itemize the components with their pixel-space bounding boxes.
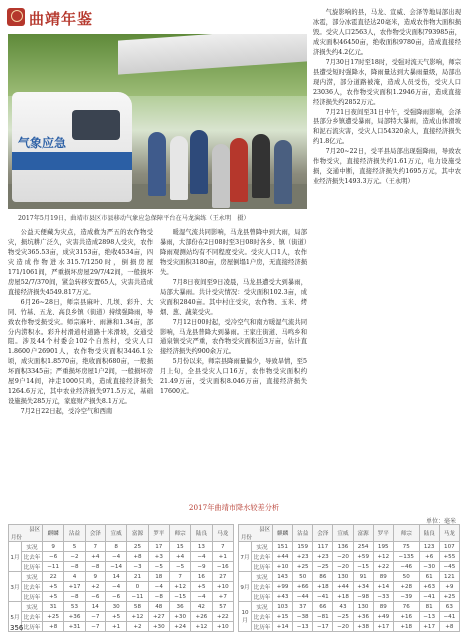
- table-cell: 107: [439, 542, 459, 552]
- row-label: 比历年: [252, 592, 273, 602]
- row-label: 比历年: [252, 562, 273, 572]
- table-cell: 5: [64, 542, 85, 552]
- table-cell: +9: [439, 582, 459, 592]
- table-cell: +7: [212, 592, 233, 602]
- table-cell: −20: [333, 562, 353, 572]
- table-cell: +2: [85, 582, 105, 592]
- table-cell: 159: [293, 542, 313, 552]
- table-cell: −135: [393, 552, 419, 562]
- table-cell: 121: [439, 572, 459, 582]
- table-cell: +44: [273, 552, 293, 562]
- table-cell: −11: [127, 592, 148, 602]
- table-cell: +25: [293, 562, 313, 572]
- table-cell: 25: [127, 542, 148, 552]
- table-cell: +26: [191, 612, 212, 622]
- table-cell: −41: [313, 592, 333, 602]
- table-cell: +22: [212, 612, 233, 622]
- table-cell: +14: [273, 622, 293, 632]
- column-header: 富源: [127, 525, 148, 542]
- table-cell: −7: [85, 612, 105, 622]
- table-cell: 89: [373, 572, 393, 582]
- table-cell: −20: [333, 622, 353, 632]
- table-cell: +66: [293, 582, 313, 592]
- row-label: 实况: [252, 602, 273, 612]
- table-cell: −45: [439, 562, 459, 572]
- table-cell: −46: [393, 562, 419, 572]
- table-cell: −38: [293, 612, 313, 622]
- table-cell: +3: [148, 552, 169, 562]
- table-cell: −8: [148, 592, 169, 602]
- table-cell: −20: [333, 552, 353, 562]
- month-cell: 3月: [9, 572, 22, 602]
- column-header: 会泽: [313, 525, 333, 542]
- table-cell: 103: [273, 602, 293, 612]
- column-header: 会泽: [85, 525, 105, 542]
- section-title: 曲靖年鉴: [29, 10, 94, 28]
- table-cell: +30: [148, 622, 169, 632]
- paragraph: 7月30日17时至18时，受强对流天气影响，师宗县遭受短时强降水，降雨量达到大暴雨量级，局部出现内涝，部分道路被淹，造成人员受伤，受灾人口23036人，农作物受灾面积1.2946万亩，造成直接经济损失约2852万元。: [313, 58, 461, 106]
- table-cell: 66: [313, 602, 333, 612]
- column-header: 师宗: [393, 525, 419, 542]
- table-cell: −25: [313, 562, 333, 572]
- table-cell: +4: [169, 552, 190, 562]
- paragraph: 7月8日夜间至9日凌晨，马龙县遭受大到暴雨，局部大暴雨。共计受灾情况：受灾面积102.3亩，成灾面积2840亩。其中村庄受灾，农作物、玉米、烤烟、葱、蔬菜受灾。: [160, 278, 307, 316]
- table-cell: −33: [373, 592, 393, 602]
- table-cell: 53: [64, 602, 85, 612]
- table-row: [239, 562, 460, 572]
- table-row: [9, 552, 234, 562]
- table-cell: +17: [64, 582, 85, 592]
- table-cell: 21: [127, 572, 148, 582]
- table-row: [239, 582, 460, 592]
- table-cell: −15: [169, 592, 190, 602]
- table-cell: +17: [419, 622, 439, 632]
- table-cell: 14: [85, 602, 105, 612]
- table-cell: 15: [169, 542, 190, 552]
- row-label: 比历年: [22, 562, 43, 572]
- paragraph: 气旋影响的县，马龙、宣威、会泽等地局部出现冰雹，部分冰雹直径达20毫米，造成农作物大面积损毁。受灾人口2563人，农作物受灾面积793985亩，成灾面积46450亩，绝收面积9780亩，造成直接经济损失约4.2亿元。: [313, 9, 461, 56]
- table-cell: +49: [373, 612, 393, 622]
- table-cell: 50: [293, 572, 313, 582]
- corner-label-month: 月份: [241, 535, 252, 541]
- table-cell: +99: [273, 582, 293, 592]
- table-cell: 0: [127, 582, 148, 592]
- van-lettering: 气象应急: [18, 136, 67, 150]
- table-row: [9, 562, 234, 572]
- table-cell: −98: [353, 592, 373, 602]
- table-cell: +63: [419, 582, 439, 592]
- table-cell: +8: [439, 622, 459, 632]
- table-cell: +17: [373, 622, 393, 632]
- person-figure: [252, 134, 270, 198]
- table-cell: +12: [373, 552, 393, 562]
- table-cell: +22: [373, 562, 393, 572]
- table-cell: +30: [169, 612, 190, 622]
- table-cell: −13: [293, 622, 313, 632]
- table-cell: +18: [393, 622, 419, 632]
- column-header: 罗平: [148, 525, 169, 542]
- month-cell: 7月: [239, 542, 252, 572]
- table-cell: −44: [293, 592, 313, 602]
- table-cell: −3: [127, 562, 148, 572]
- person-figure: [170, 136, 188, 200]
- event-photo: [8, 34, 307, 209]
- table-cell: 14: [105, 572, 126, 582]
- person-figure: [274, 140, 292, 204]
- weather-van: [12, 92, 132, 202]
- table-cell: 89: [373, 602, 393, 612]
- table-cell: 36: [169, 602, 190, 612]
- paragraph: 6月26~28日，师宗县麻叶、几坝、彩升、大同、竹基、五龙、高良乡镇（街道）持续强降雨，导致农作物受损受灾。师宗麻叶、雨淋和1.34亩，部分内涝积水。彩升村滑道村道路十米滑坡，交通受阻。涉及44个村委会102个自然村，受灾人口1.8600户26901人，农作物受灾面积3446.1公顷，成灾面积1.8570亩，绝收面积680亩，一般损坏面积3345亩；严重损坏房屋1户2间，一般损坏房屋9户14间，冲走1000只鸡，造成直接经济损失1264.6万元，其中农业经济损失971.5万元，基础设施损失285万元，家庭财产损失8.1万元。: [8, 298, 153, 406]
- table-row: [9, 582, 234, 592]
- table-cell: +8: [127, 552, 148, 562]
- precip-table-left: [8, 524, 234, 632]
- table-cell: +23: [313, 552, 333, 562]
- table-cell: −5: [169, 562, 190, 572]
- table-cell: −8: [64, 592, 85, 602]
- table-cell: −4: [191, 552, 212, 562]
- table-cell: 61: [419, 572, 439, 582]
- table-cell: +12: [127, 612, 148, 622]
- table-cell: +1: [212, 552, 233, 562]
- table-cell: +18: [313, 582, 333, 592]
- table-cell: 50: [393, 572, 419, 582]
- table-row: [239, 552, 460, 562]
- table-cell: +12: [169, 582, 190, 592]
- table-cell: +23: [293, 552, 313, 562]
- table-row: [239, 572, 460, 582]
- row-label: 实况: [252, 542, 273, 552]
- table-cell: +28: [393, 582, 419, 592]
- table-cell: 17: [148, 542, 169, 552]
- table-cell: +5: [105, 612, 126, 622]
- table-cell: +16: [393, 612, 419, 622]
- table-cell: −15: [353, 562, 373, 572]
- table-cell: 18: [148, 572, 169, 582]
- column-header: 麒麟: [43, 525, 64, 542]
- table-cell: −14: [105, 562, 126, 572]
- table-cell: +43: [273, 592, 293, 602]
- table-cell: 195: [373, 542, 393, 552]
- table-cell: 31: [43, 602, 64, 612]
- table-cell: −25: [333, 612, 353, 622]
- photo-caption: 2017年5月19日，曲靖市县区市县移动气象应急保障平台在马龙演练（王永明 摄）: [18, 215, 250, 222]
- table-cell: +10: [212, 622, 233, 632]
- table-cell: +59: [353, 552, 373, 562]
- table-cell: −39: [393, 592, 419, 602]
- text-column-3: [313, 8, 461, 503]
- table-cell: 143: [273, 572, 293, 582]
- table-cell: −4: [105, 552, 126, 562]
- table-cell: +10: [212, 582, 233, 592]
- table-cell: +12: [191, 622, 212, 632]
- table-cell: 86: [313, 572, 333, 582]
- table-cell: 75: [393, 542, 419, 552]
- row-label: 实况: [22, 602, 43, 612]
- row-label: 比去年: [252, 582, 273, 592]
- table-row: [9, 542, 234, 552]
- table-cell: +25: [439, 592, 459, 602]
- column-header: 宣威: [333, 525, 353, 542]
- table-cell: +55: [439, 552, 459, 562]
- column-header: 陆良: [419, 525, 439, 542]
- table-cell: 13: [191, 542, 212, 552]
- table-cell: 7: [85, 542, 105, 552]
- table-cell: +38: [353, 622, 373, 632]
- month-cell: 5月: [9, 602, 22, 632]
- row-label: 实况: [252, 572, 273, 582]
- person-figure: [148, 132, 166, 196]
- paragraph: 公益天便藏为灾点，造成救为严五的农作物受灾，损坑耕广泛久，灾害共造成2898人受灾，农作物受灾365.53亩，成灾3153亩，绝收4534亩，四灾造成作物进水315.7/1250时，倒损房屋171/1061间，严重损坏房屋29/7/42间，一般损坏房屋52/7/370间，紧急转移安置65人，灾害共造成直接经济损失4549.817万元。: [8, 229, 153, 296]
- table-row: [239, 622, 460, 632]
- yearbook-logo-icon: [7, 8, 25, 26]
- table-row: [239, 612, 460, 622]
- table-cell: 151: [273, 542, 293, 552]
- table-cell: +34: [353, 582, 373, 592]
- table-cell: 9: [85, 572, 105, 582]
- table-cell: 76: [393, 602, 419, 612]
- paragraph: 7月21日夜间至31日中午，受强降雨影响，会泽县部分乡镇遭受暴雨，局部特大暴雨，造成山体滑坡和泥石流灾害，受灾人口54320余人，直接经济损失约1.8亿元。: [313, 108, 461, 146]
- person-figure: [230, 138, 248, 202]
- row-label: 比去年: [22, 612, 43, 622]
- person-figure: [212, 144, 230, 208]
- column-header: 沾益: [64, 525, 85, 542]
- table-cell: 130: [333, 572, 353, 582]
- row-label: 比去年: [252, 612, 273, 622]
- table-cell: +5: [191, 582, 212, 592]
- table-cell: 8: [105, 542, 126, 552]
- row-label: 比去年: [22, 582, 43, 592]
- table-cell: −4: [191, 592, 212, 602]
- table-cell: +24: [169, 622, 190, 632]
- table-cell: +5: [43, 592, 64, 602]
- table-cell: −9: [191, 562, 212, 572]
- month-cell: 10月: [239, 602, 252, 632]
- table-cell: −41: [419, 592, 439, 602]
- table-cell: −17: [313, 622, 333, 632]
- table-cell: −4: [105, 582, 126, 592]
- column-header: 罗平: [373, 525, 393, 542]
- table-cell: −81: [313, 612, 333, 622]
- table-cell: 254: [353, 542, 373, 552]
- table-cell: 22: [43, 572, 64, 582]
- month-cell: 9月: [239, 572, 252, 602]
- table-cell: +27: [148, 612, 169, 622]
- row-label: 实况: [22, 542, 43, 552]
- table-row: [9, 572, 234, 582]
- table-title: 2017年曲靖市降水较差分析: [188, 503, 280, 512]
- table-row: [239, 602, 460, 612]
- table-cell: −16: [212, 562, 233, 572]
- table-cell: +2: [127, 622, 148, 632]
- table-cell: +36: [353, 612, 373, 622]
- table-cell: +4: [85, 552, 105, 562]
- table-cell: −13: [419, 612, 439, 622]
- corner-label-county: 县区: [259, 527, 270, 533]
- table-cell: −6: [85, 592, 105, 602]
- table-cell: 123: [419, 542, 439, 552]
- column-header: 师宗: [169, 525, 190, 542]
- table-corner-header: [239, 525, 273, 542]
- table-cell: 7: [169, 572, 190, 582]
- table-cell: −8: [85, 562, 105, 572]
- table-cell: +31: [64, 622, 85, 632]
- precip-table-right: [238, 524, 460, 632]
- table-cell: 136: [333, 542, 353, 552]
- column-header: 马龙: [439, 525, 459, 542]
- table-row: [9, 592, 234, 602]
- table-cell: +36: [64, 612, 85, 622]
- column-header: 宣威: [105, 525, 126, 542]
- table-row: [9, 602, 234, 612]
- column-header: 马龙: [212, 525, 233, 542]
- row-label: 比历年: [22, 592, 43, 602]
- table-cell: +10: [273, 562, 293, 572]
- text-column-1: [8, 228, 153, 503]
- corner-label-month: 月份: [11, 535, 22, 541]
- table-row: [9, 622, 234, 632]
- person-figure: [190, 130, 208, 194]
- row-label: 比历年: [252, 622, 273, 632]
- table-cell: +8: [43, 622, 64, 632]
- row-label: 比去年: [252, 552, 273, 562]
- table-cell: 7: [212, 542, 233, 552]
- paragraph: 7月2日22日起，受冷空气和西南: [20, 408, 113, 416]
- paragraph: 5月份以来，师宗县降雨量偏少，导致旱情，至5月上旬，全县受灾人口16万，农作物受灾面积约21.49万亩，受灾面积8.046万亩，直接经济损失17600元。: [160, 358, 307, 396]
- table-cell: −4: [148, 582, 169, 592]
- table-cell: 42: [191, 602, 212, 612]
- table-cell: +15: [273, 612, 293, 622]
- table-cell: +25: [43, 612, 64, 622]
- table-cell: −6: [105, 592, 126, 602]
- table-row: [9, 612, 234, 622]
- table-cell: 91: [353, 572, 373, 582]
- table-cell: +1: [105, 622, 126, 632]
- table-cell: 43: [333, 602, 353, 612]
- table-cell: −2: [64, 552, 85, 562]
- table-cell: −6: [43, 552, 64, 562]
- table-row: [239, 592, 460, 602]
- row-label: 实况: [22, 572, 43, 582]
- table-cell: −8: [64, 562, 85, 572]
- table-cell: 81: [419, 602, 439, 612]
- month-cell: 1月: [9, 542, 22, 572]
- table-cell: +5: [43, 582, 64, 592]
- table-cell: −41: [439, 612, 459, 622]
- table-corner-header: [9, 525, 43, 542]
- paragraph: 暖湿气流共同影响，马龙县曾降中到大雨，局部暴雨，大部份在2日08时至3日08时各乡、镇（街道）降雨观测站均有不同程度受灾。受灾人口1人，农作物受灾面积3180亩，房屋倒塌1户房，无直接经济损失。: [160, 229, 307, 276]
- table-cell: 4: [64, 572, 85, 582]
- table-row: [239, 542, 460, 552]
- page-number: 356: [10, 624, 24, 632]
- table-cell: +6: [419, 552, 439, 562]
- table-cell: +44: [333, 582, 353, 592]
- table-cell: 16: [191, 572, 212, 582]
- row-label: 比去年: [22, 552, 43, 562]
- table-cell: 27: [212, 572, 233, 582]
- paragraph: 7月20~22日，受平县局部出现强降雨，导致农作物受灾，直接经济损失约1.61万元，电力设施受损，交通中断，直接经济损失约1695万元，其中农业经济损失1493.3万元。（王永明）: [313, 148, 461, 186]
- table-cell: 37: [293, 602, 313, 612]
- table-cell: 48: [148, 602, 169, 612]
- column-header: 麒麟: [273, 525, 293, 542]
- row-label: 比历年: [22, 622, 43, 632]
- paragraph: 7月12日00时起，受冷空气和南方暖湿气流共同影响，马龙县普降大到暴雨。王家庄街道、马鸣乡和通泉镇受灾严重，农作物受灾面积近3万亩，估计直接经济损失约900余万元。: [160, 318, 307, 356]
- unit-label: 单位：毫米: [425, 518, 456, 525]
- column-header: 富源: [353, 525, 373, 542]
- table-cell: +18: [333, 592, 353, 602]
- table-cell: 117: [313, 542, 333, 552]
- table-cell: +14: [373, 582, 393, 592]
- table-cell: −30: [419, 562, 439, 572]
- table-cell: 9: [43, 542, 64, 552]
- table-cell: 130: [353, 602, 373, 612]
- corner-label-county: 县区: [29, 527, 40, 533]
- column-header: 沾益: [293, 525, 313, 542]
- table-cell: −11: [43, 562, 64, 572]
- table-cell: 58: [127, 602, 148, 612]
- table-cell: −5: [148, 562, 169, 572]
- table-cell: −7: [85, 622, 105, 632]
- table-cell: 57: [212, 602, 233, 612]
- text-column-2: [160, 228, 307, 503]
- table-cell: 30: [105, 602, 126, 612]
- table-cell: 63: [439, 602, 459, 612]
- column-header: 陆良: [191, 525, 212, 542]
